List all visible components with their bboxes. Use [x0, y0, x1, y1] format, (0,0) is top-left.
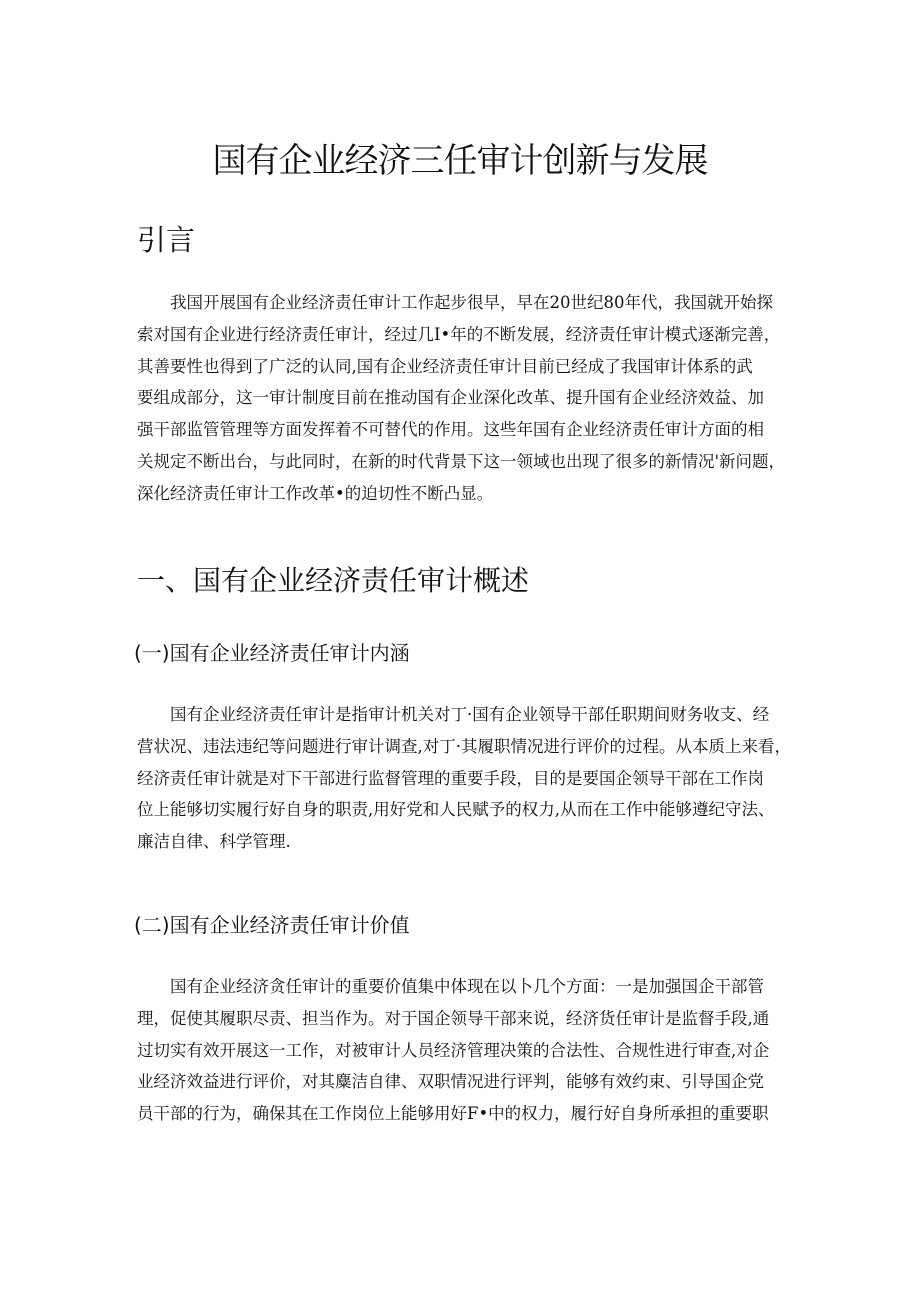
paragraph-line: 理，促使其履职尽责、担当作为。对于国企领导干部来说，经济货任审计是监督手段,通 — [137, 1008, 770, 1028]
subsection-paragraph — [137, 971, 797, 1130]
intro-paragraph — [137, 287, 797, 510]
paragraph-line: 位上能够切实履行好自身的职责,用好党和人民赋予的权力,从而在工作中能够遵纪守法、 — [137, 800, 775, 820]
section-heading: 一、国有企业经济责任审计概述 — [137, 564, 530, 597]
paragraph-line: 业经济效益进行评价，对其麋洁自律、双职情况进行评判，能够有效约束、引导国企党 — [137, 1072, 764, 1092]
paragraph-line: 要组成部分，这一审计制度目前在推动国有企业深化改革、提升国有企业经济效益、加 — [137, 388, 764, 408]
page-title: 国有企业经济三任审计创新与发展 — [212, 141, 708, 181]
paragraph-line: 经济责任审计就是对下干部进行监督管理的重要手段，目的是要国企领导干部在工作岗 — [137, 768, 764, 788]
paragraph-line: 员干部的行为，确保其在工作岗位上能够用好F•中的权力，履行好自身所承担的重要职 — [137, 1104, 769, 1124]
paragraph-line: 关规定不断出台，与此同时，在新的时代背景下这一领域也出现了很多的新情况'新问题， — [137, 451, 786, 471]
paragraph-line: 国有企业经济责任审计是指审计机关对丁·国有企业领导干部任职期间财务收支、经 — [170, 705, 770, 724]
paragraph-line: 我国开展国有企业经济责任审计工作起步很早，早在20世纪80年代，我国就开始探 — [170, 293, 773, 312]
intro-heading: 引言 — [137, 223, 196, 257]
subsection-paragraph — [137, 699, 797, 858]
paragraph-line: 国有企业经济贪任审计的重要价值集中体现在以卜几个方面：一是加强国企干部管 — [170, 977, 764, 996]
paragraph-line: 索对国有企业进行经济责任审计，经过几I•年的不断发展，经济责任审计模式逐渐完善， — [137, 324, 781, 344]
paragraph-line: 深化经济责任审计工作改革•的迫切性不断凸显。 — [137, 483, 494, 503]
paragraph-line: 廉洁自律、科学管理. — [137, 832, 291, 852]
subsection-heading: (一)国有企业经济责任审计内涵 — [134, 641, 410, 665]
paragraph-line: 过切实有效开展这一工作，对被审计人员经济管理决策的合法性、合规性进行审查,对企 — [137, 1040, 770, 1060]
paragraph-line: 其善要性也得到了广泛的认同,国有企业经济责任审计目前已经成了我国审计体系的武 — [137, 356, 753, 376]
subsection-heading: (二)国有企业经济责任审计价值 — [134, 913, 410, 937]
paragraph-line: 强干部监管管理等方面发挥着不可替代的作用。这些年国有企业经济责任审计方面的相 — [137, 420, 764, 440]
paragraph-line: 营状况、违法违纪等问题进行审计调查,对丁·其履职情况进行评价的过程。从本质上来看， — [137, 736, 791, 756]
